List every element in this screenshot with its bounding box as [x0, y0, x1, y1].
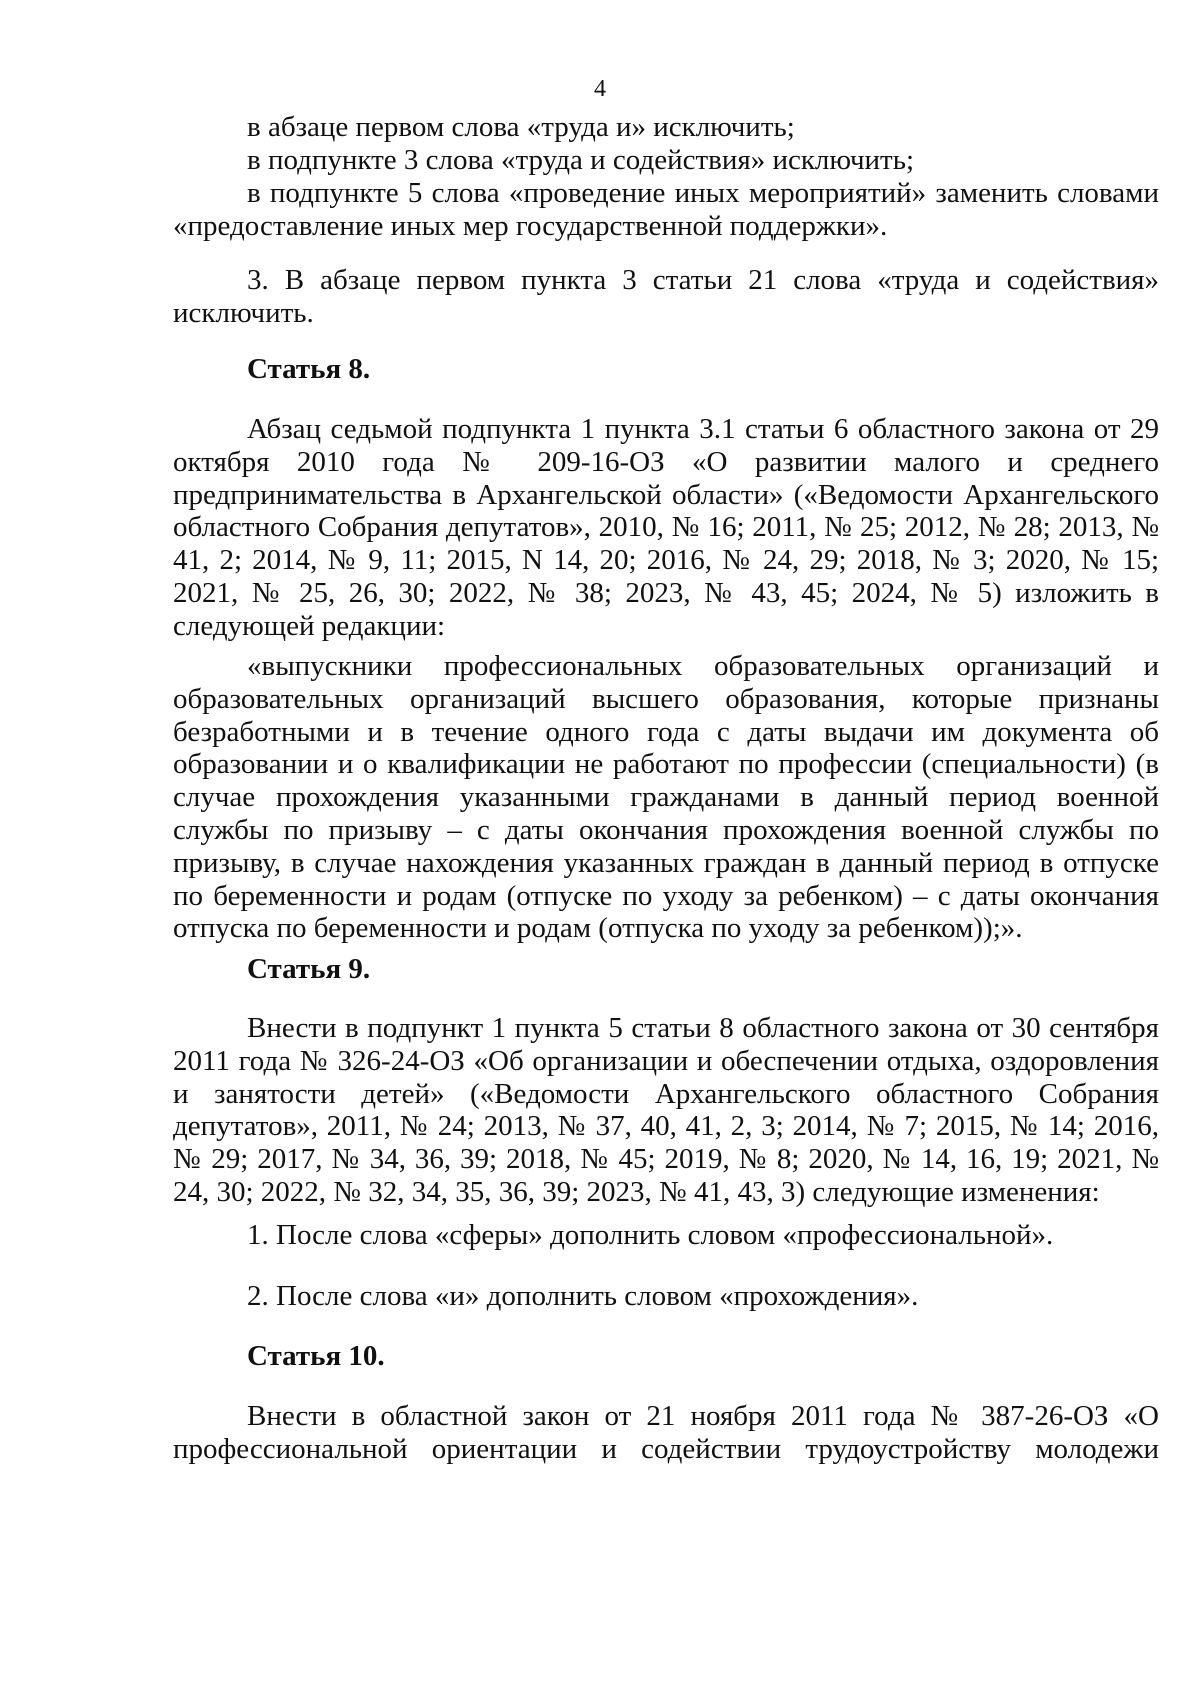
- article-8-quote: «выпускники профессиональных образовательных организаций и образовательных организаций высшего образования, которые признаны безработными и в течение одного года с даты выдачи им документа об образовании и о квалификации не работают по профессии (специальности) (в случае прохождения указанными гражданами в данный период военной службы по призыву – с даты окончания прохождения военной службы по призыву, в случае нахождения указанных граждан в данный период в отпуске по беременности и родам (отпуске по уходу за ребенком) – с даты окончания отпуска по беременности и родам (отпуска по уходу за ребенком));».: [173, 650, 1159, 945]
- article-9-item-2: 2. После слова «и» дополнить словом «прохождения».: [247, 1280, 919, 1312]
- article-10-heading: Статья 10.: [247, 1340, 385, 1372]
- article-8-paragraph: Абзац седьмой подпункта 1 пункта 3.1 статьи 6 областного закона от 29 октября 2010 года № 209-16-ОЗ «О развитии малого и среднего предпринимательства в Архангельской области» («Ведомости Архангельского областного Собрания депутатов», 2010, № 16; 2011, № 25; 2012, № 28; 2013, № 41, 2; 2014, № 9, 11; 2015, N 14, 20; 2016, № 24, 29; 2018, № 3; 2020, № 15; 2021, № 25, 26, 30; 2022, № 38; 2023, № 43, 45; 2024, № 5) изложить в следующей редакции:: [173, 413, 1159, 642]
- block1-line3: в подпункте 5 слова «проведение иных мероприятий» заменить словами «предоставление иных мер государственной поддержки».: [173, 177, 1159, 242]
- block1-line2: в подпункте 3 слова «труда и содействия» исключить;: [247, 144, 915, 176]
- article-8-heading: Статья 8.: [247, 353, 371, 385]
- article-9-item-1: 1. После слова «сферы» дополнить словом «профессиональной».: [247, 1219, 1054, 1251]
- article-9-heading: Статья 9.: [247, 953, 371, 985]
- item-3-paragraph: 3. В абзаце первом пункта 3 статьи 21 слова «труда и содействия» исключить.: [173, 264, 1159, 329]
- article-10-paragraph: Внести в областной закон от 21 ноября 2011 года № 387-26-ОЗ «О профессиональной ориентации и содействии трудоустройству молодежи: [173, 1400, 1159, 1465]
- block1-line1: в абзаце первом слова «труда и» исключить;: [247, 111, 795, 143]
- article-9-paragraph: Внести в подпункт 1 пункта 5 статьи 8 областного закона от 30 сентября 2011 года № 326-24-ОЗ «Об организации и обеспечении отдыха, оздоровления и занятости детей» («Ведомости Архангельского областного Собрания депутатов», 2011, № 24; 2013, № 37, 40, 41, 2, 3; 2014, № 7; 2015, № 14; 2016, № 29; 2017, № 34, 36, 39; 2018, № 45; 2019, № 8; 2020, № 14, 16, 19; 2021, № 24, 30; 2022, № 32, 34, 35, 36, 39; 2023, № 41, 43, 3) следующие изменения:: [173, 1012, 1159, 1208]
- page-number: 4: [594, 76, 606, 102]
